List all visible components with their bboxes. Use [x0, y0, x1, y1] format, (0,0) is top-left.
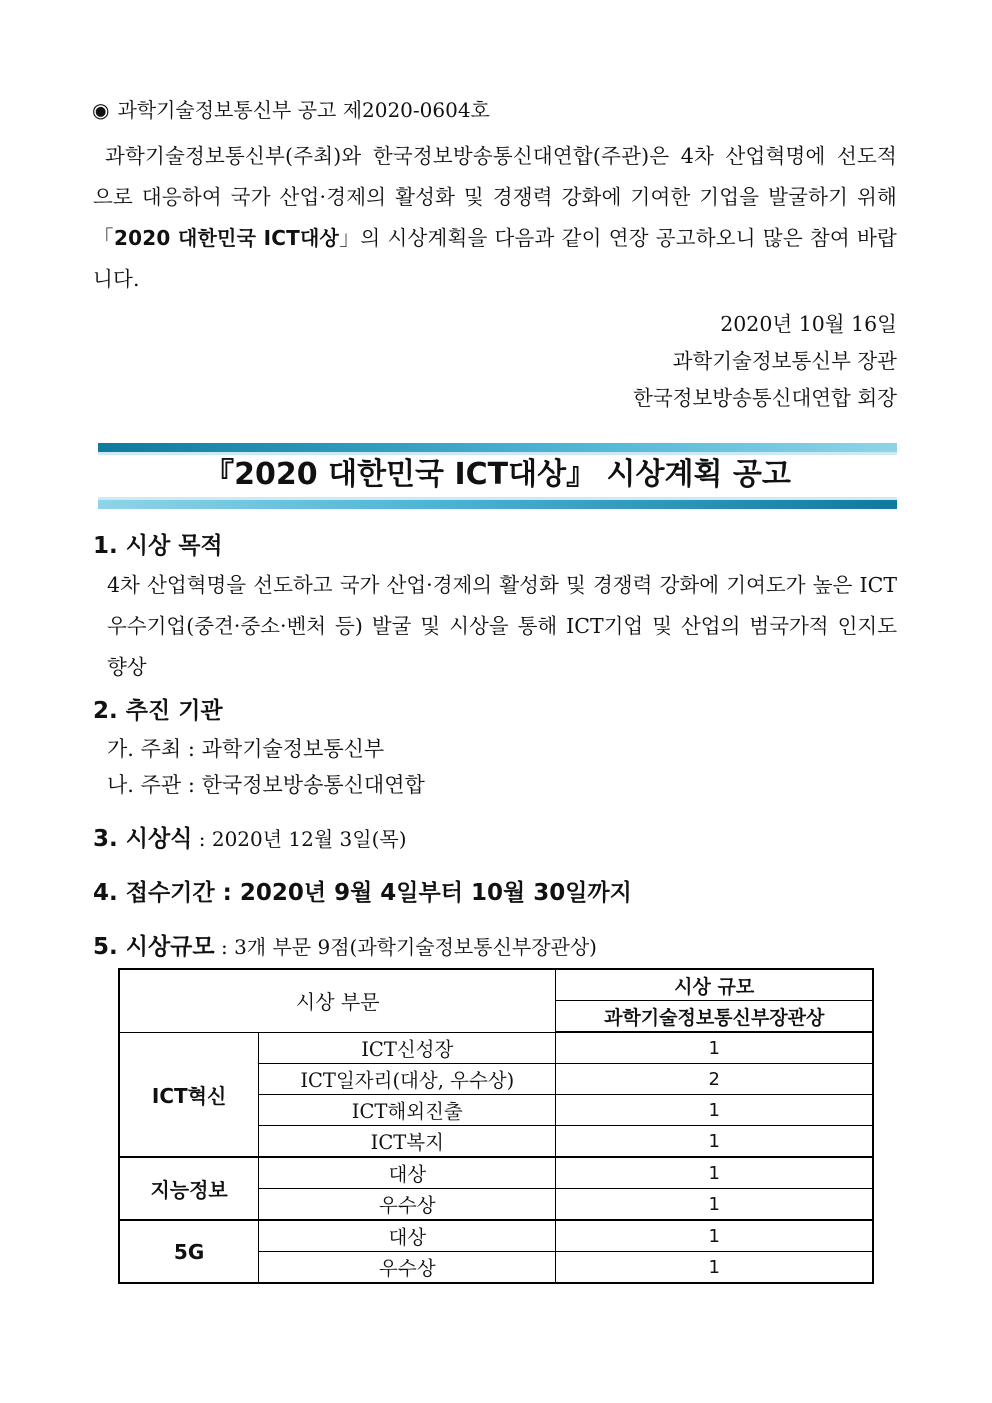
signature-block — [633, 306, 897, 417]
section-2-heading: 2. 추진 기관 — [93, 698, 223, 724]
award-name: ICT해외진출 — [259, 1095, 556, 1126]
table-row — [119, 1032, 873, 1064]
table-row — [119, 1220, 873, 1252]
section-1-body: 4차 산업혁명을 선도하고 국가 산업·경제의 활성화 및 경쟁력 강화에 기여도가 높은 ICT 우수기업(중견·중소·벤처 등) 발굴 및 시상을 통해 ICT기업 및 산업의 범국가적 인지도 향상 — [107, 573, 897, 679]
organizer-manager: 나. 주관 : 한국정보방송통신대연합 — [107, 773, 425, 797]
award-count: 1 — [556, 1189, 873, 1221]
award-count: 1 — [556, 1032, 873, 1064]
section-5-label: 5. 시상규모 — [93, 934, 215, 960]
awards-table — [118, 968, 874, 1284]
notice-number — [92, 94, 490, 123]
award-name: 우수상 — [259, 1252, 556, 1284]
award-count: 1 — [556, 1095, 873, 1126]
organizer-host: 가. 주최 : 과학기술정보통신부 — [107, 737, 385, 761]
section-5-heading — [93, 928, 597, 961]
header-scale-sub: 과학기술정보통신부장관상 — [556, 1001, 873, 1033]
section-3-heading — [93, 820, 407, 853]
award-count: 1 — [556, 1220, 873, 1252]
section-1-heading: 1. 시상 목적 — [93, 533, 223, 559]
award-name: 대상 — [259, 1157, 556, 1189]
group-intelligent-info: 지능정보 — [119, 1157, 259, 1220]
header-category: 시상 부문 — [119, 969, 556, 1032]
award-count: 1 — [556, 1126, 873, 1158]
award-name: ICT일자리(대상, 우수상) — [259, 1064, 556, 1095]
intro-text-2: 」의 시상계획을 다음과 같이 연장 공고하오니 많은 참여 바랍니다. — [93, 226, 897, 291]
table-header-row — [119, 969, 873, 1001]
award-count: 2 — [556, 1064, 873, 1095]
title-bar-bottom — [98, 500, 897, 509]
intro-text-1: 과학기술정보통신부(주최)와 한국정보방송통신대연합(주관)은 4차 산업혁명에 선도적으로 대응하여 국가 산업·경제의 활성화 및 경쟁력 강화에 기여한 기업을 발굴하기 위해「 — [93, 144, 897, 250]
signature-minister: 과학기술정보통신부 장관 — [672, 349, 897, 373]
title-bar-top — [98, 443, 897, 452]
ceremony-date: : 2020년 12월 3일(목) — [192, 827, 407, 851]
group-5g: 5G — [119, 1220, 259, 1283]
section-3-label: 3. 시상식 — [93, 826, 193, 852]
section-4-heading: 4. 접수기간 : 2020년 9월 4일부터 10월 30일까지 — [93, 880, 632, 906]
award-count: 1 — [556, 1157, 873, 1189]
signature-association: 한국정보방송통신대연합 회장 — [633, 386, 897, 410]
notice-text: 과학기술정보통신부 공고 제2020-0604호 — [117, 98, 490, 122]
award-name: 대상 — [259, 1220, 556, 1252]
header-scale: 시상 규모 — [556, 969, 873, 1001]
table-row — [119, 1157, 873, 1189]
award-name: ICT신성장 — [259, 1032, 556, 1064]
award-count: 1 — [556, 1252, 873, 1284]
document-title: 『2020 대한민국 ICT대상』 시상계획 공고 — [204, 457, 791, 492]
circle-bullet-icon: ◉ — [92, 98, 110, 122]
award-scale-summary: : 3개 부문 9점(과학기술정보통신부장관상) — [214, 935, 597, 959]
signature-date: 2020년 10월 16일 — [720, 312, 897, 336]
group-ict-innovation: ICT혁신 — [119, 1032, 259, 1157]
award-name: 우수상 — [259, 1189, 556, 1221]
intro-paragraph — [93, 136, 897, 300]
intro-award-name: 2020 대한민국 ICT대상 — [114, 226, 340, 250]
award-name: ICT복지 — [259, 1126, 556, 1158]
